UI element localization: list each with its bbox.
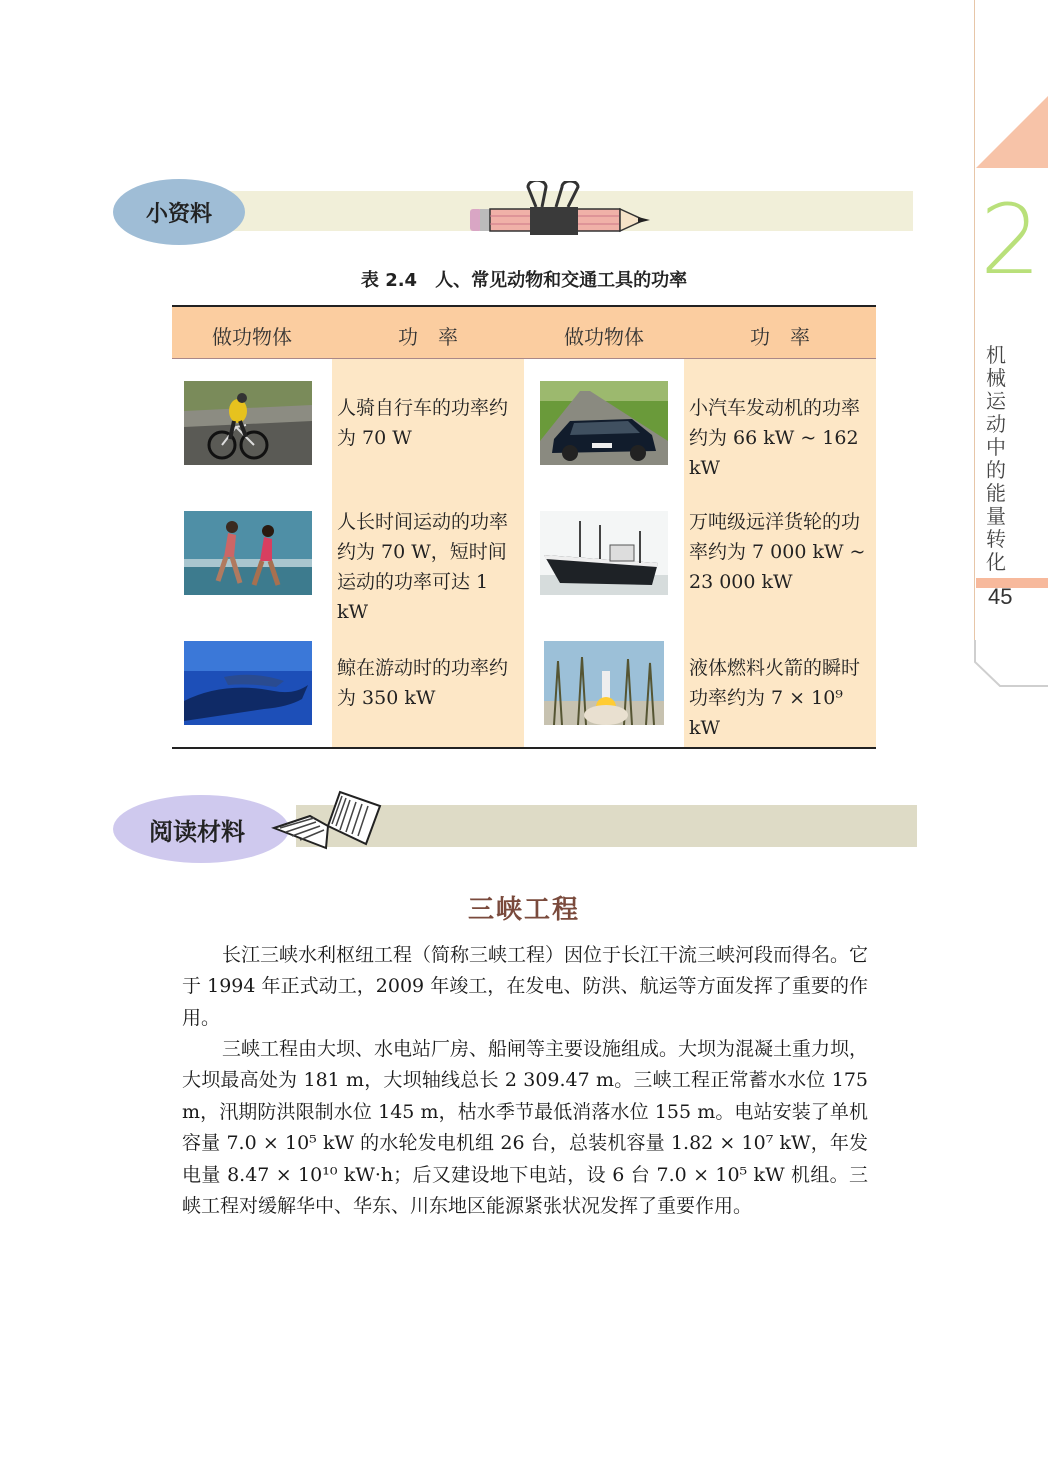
table-title: 人、常见动物和交通工具的功率 xyxy=(435,270,688,291)
car-power-text: 小汽车发动机的功率约为 66 kW ~ 162 kW xyxy=(689,397,861,479)
table-caption xyxy=(0,266,1048,292)
open-book-icon xyxy=(270,786,386,854)
rocket-photo xyxy=(544,641,664,725)
chapter-number: 2 xyxy=(980,184,1042,296)
power-table xyxy=(172,305,876,749)
header-object-1: 做功物体 xyxy=(212,325,292,349)
cyclist-photo xyxy=(184,381,312,465)
page-number: 45 xyxy=(988,584,1013,609)
header-power-1: 功 率 xyxy=(398,325,458,349)
cyclist-power-text: 人骑自行车的功率约为 70 W xyxy=(337,397,509,449)
header-object-2: 做功物体 xyxy=(564,325,644,349)
cargo-ship-photo xyxy=(540,511,668,595)
runners-photo xyxy=(184,511,312,595)
article-title: 三峡工程 xyxy=(467,895,580,925)
chapter-tab-triangle xyxy=(976,96,1048,168)
margin-corner xyxy=(974,640,1048,688)
paragraph-1 xyxy=(182,940,868,1034)
paragraph-1-text: 长江三峡水利枢纽工程（简称三峡工程）因位于长江干流三峡河段而得名。它于 1994 年正式动工，2009 年竣工，在发电、防洪、航运等方面发挥了重要的作用。 xyxy=(182,944,869,1029)
small-data-label: 小资料 xyxy=(113,179,245,245)
whale-power-text: 鲸在游动时的功率约为 350 kW xyxy=(337,657,509,709)
runner-power-text: 人长时间运动的功率约为 70 W，短时间运动的功率可达 1 kW xyxy=(337,511,509,623)
rocket-power-text: 液体燃料火箭的瞬时功率约为 7 × 10⁹ kW xyxy=(689,657,861,739)
table-label: 表 2.4 xyxy=(360,270,418,291)
table-header-row xyxy=(172,307,876,359)
table-bottom-rule xyxy=(172,747,876,749)
reading-banner xyxy=(296,805,917,847)
table-top-rule xyxy=(172,305,876,307)
paragraph-2 xyxy=(182,1034,868,1222)
paragraph-2-text: 三峡工程由大坝、水电站厂房、船闸等主要设施组成。大坝为混凝土重力坝，大坝最高处为 181 m，大坝轴线总长 2 309.47 m。三峡工程正常蓄水水位 175 m，汛期防洪限制水位 145 m，枯水季节最低消落水位 155 m。电站安装了单机容量 7.0 × 10⁵ kW 的水轮发电机组 26 台，总装机容量 1.82 × 10⁷ kW，年发电量 8.47 × 10¹⁰ kW·h；后又建设地下电站，设 6 台 7.0 × 10⁵ kW 机组。三峡工程对缓解华中、华东、川东地区能源紧张状况发挥了重要作用。 xyxy=(182,1038,869,1218)
header-power-2: 功 率 xyxy=(750,325,810,349)
car-photo xyxy=(540,381,668,465)
reading-label: 阅读材料 xyxy=(113,795,289,863)
chapter-title: 机械运动中的能量转化 xyxy=(986,343,1006,574)
pencil-clip-icon xyxy=(464,181,656,237)
margin-line xyxy=(974,0,975,660)
ship-power-text: 万吨级远洋货轮的功率约为 7 000 kW ~ 23 000 kW xyxy=(689,511,866,593)
whale-photo xyxy=(184,641,312,725)
